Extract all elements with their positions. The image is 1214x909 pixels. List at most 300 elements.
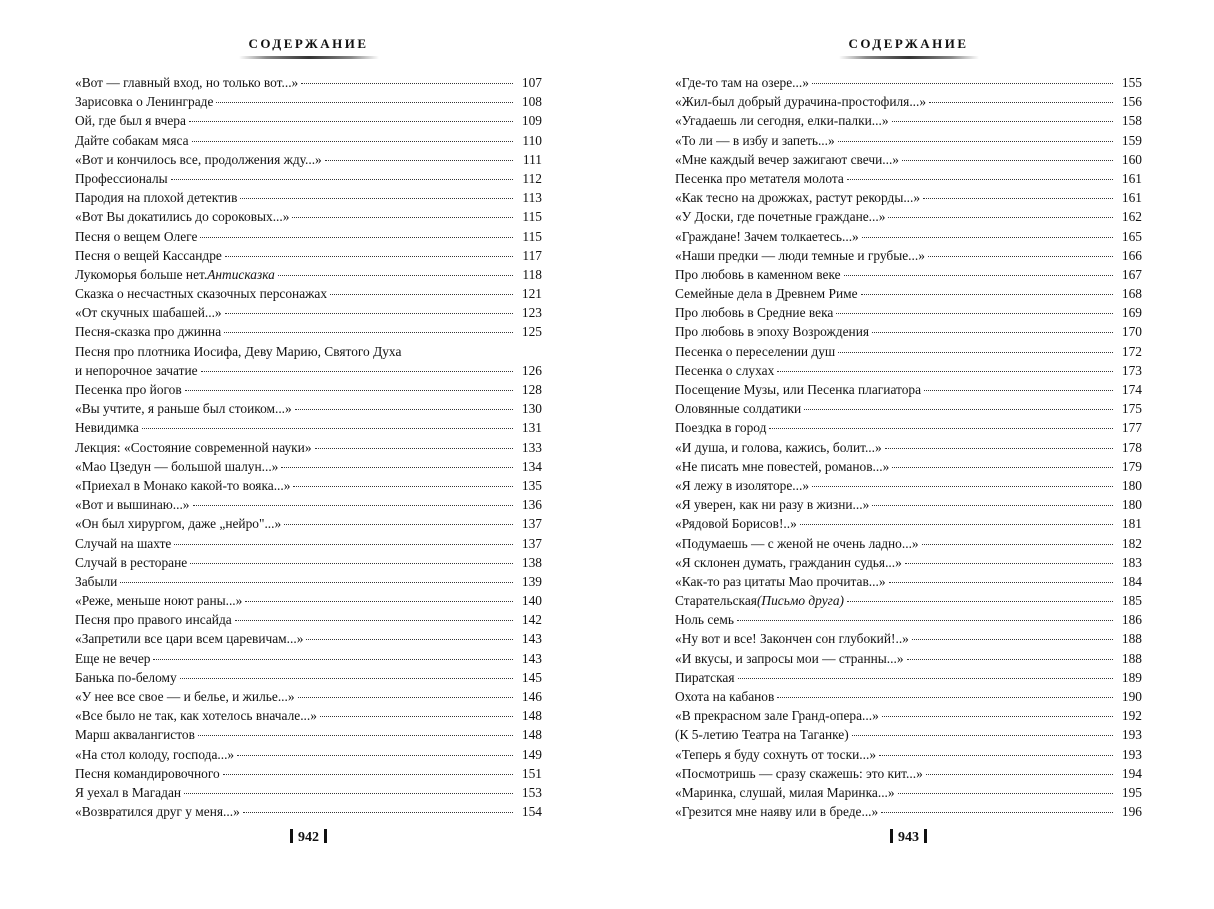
- toc-entry: [75, 783, 542, 802]
- toc-entry: [675, 131, 1142, 150]
- entry-page-number: 134: [521, 458, 542, 474]
- toc-entry: [675, 764, 1142, 783]
- entry-title: Песня про правого инсайда: [75, 612, 232, 628]
- dot-leader: [902, 150, 1113, 161]
- entry-page-number: 108: [521, 94, 542, 110]
- dot-leader: [315, 438, 513, 449]
- toc-entry: [675, 553, 1142, 572]
- dot-leader: [838, 342, 1113, 353]
- entry-title: «Маринка, слушай, милая Маринка...»: [675, 784, 895, 800]
- entry-page-number: 126: [521, 362, 542, 378]
- toc-entry: [75, 802, 542, 821]
- toc-entry: [75, 207, 542, 226]
- entry-page-number: 139: [521, 573, 542, 589]
- entry-page-number: 148: [521, 708, 542, 724]
- entry-title: «Теперь я буду сохнуть от тоски...»: [675, 746, 877, 762]
- entry-title: Оловянные солдатики: [675, 401, 802, 417]
- dot-leader: [847, 591, 1113, 602]
- dot-leader: [862, 227, 1113, 238]
- toc-entry: [75, 687, 542, 706]
- entry-title: «В прекрасном зале Гранд-опера...»: [675, 708, 879, 724]
- dot-leader: [847, 169, 1113, 180]
- entry-title: «Он был хирургом, даже „нейро"...»: [75, 516, 282, 532]
- dot-leader: [330, 284, 513, 295]
- entry-title: Песня про плотника Иосифа, Деву Марию, Святого Духа: [75, 343, 402, 359]
- entry-page-number: 189: [1121, 669, 1142, 685]
- dot-leader: [926, 764, 1113, 775]
- toc-entry: [75, 73, 542, 92]
- entry-title: Пародия на плохой детектив: [75, 190, 238, 206]
- dot-leader: [281, 457, 513, 468]
- page-footer: [675, 829, 1142, 846]
- entry-title: Еще не вечер: [75, 650, 151, 666]
- entry-page-number: 179: [1121, 458, 1142, 474]
- dot-leader: [881, 802, 1113, 813]
- dot-leader: [777, 687, 1113, 698]
- entry-title: Старательская: [675, 593, 757, 609]
- toc-entry: [675, 150, 1142, 169]
- entry-title: «Вот Вы докатились до сороковых...»: [75, 209, 290, 225]
- entry-title: «Граждане! Зачем толкаетесь...»: [675, 228, 859, 244]
- entry-page-number: 143: [521, 650, 542, 666]
- toc-entry: [675, 418, 1142, 437]
- entry-page-number: 110: [522, 132, 542, 148]
- entry-page-number: 137: [521, 516, 542, 532]
- toc-entry: [675, 303, 1142, 322]
- entry-page-number: 159: [1121, 132, 1142, 148]
- entry-page-number: 185: [1121, 593, 1142, 609]
- entry-page-number: 196: [1121, 804, 1142, 820]
- entry-page-number: 180: [1121, 497, 1142, 513]
- toc-entry: [675, 342, 1142, 361]
- toc-entry: [75, 629, 542, 648]
- dot-leader: [777, 361, 1113, 372]
- dot-leader: [235, 610, 513, 621]
- entry-page-number: 194: [1121, 765, 1142, 781]
- toc-entry: [75, 169, 542, 188]
- toc-entry: [675, 92, 1142, 111]
- entry-title: «На стол колоду, господа...»: [75, 746, 235, 762]
- dot-leader: [224, 322, 513, 333]
- dot-leader: [120, 572, 513, 583]
- toc-entry: [75, 380, 542, 399]
- entry-page-number: 180: [1121, 477, 1142, 493]
- entry-title: Невидимка: [75, 420, 139, 436]
- toc-entry: [75, 399, 542, 418]
- dot-leader: [838, 131, 1113, 142]
- toc-entry: [675, 188, 1142, 207]
- dot-leader: [737, 610, 1113, 621]
- dot-leader: [237, 745, 513, 756]
- dot-leader: [201, 361, 513, 372]
- dot-leader: [171, 169, 513, 180]
- left-page: [75, 0, 542, 909]
- page-header: [75, 36, 542, 59]
- dot-leader: [912, 629, 1113, 640]
- entry-page-number: 131: [521, 420, 542, 436]
- entry-page-number: 138: [521, 554, 542, 570]
- entry-page-number: 149: [521, 746, 542, 762]
- entry-title: «Как тесно на дрожжах, растут рекорды...»: [675, 190, 921, 206]
- entry-page-number: 193: [1121, 727, 1142, 743]
- entry-title: Лукоморья больше нет.: [75, 266, 208, 282]
- toc-entry: [675, 399, 1142, 418]
- dot-leader: [245, 591, 513, 602]
- entry-title: «Подумаешь — с женой не очень ладно...»: [675, 535, 919, 551]
- right-page: [675, 0, 1142, 909]
- entry-title: «Все было не так, как хотелось вначале...»: [75, 708, 317, 724]
- footer-bar-right: [924, 829, 927, 843]
- toc-entry: [675, 725, 1142, 744]
- dot-leader: [320, 706, 513, 717]
- dot-leader: [889, 572, 1113, 583]
- entry-page-number: 115: [522, 228, 542, 244]
- toc-entry: [675, 438, 1142, 457]
- toc-entry: [75, 457, 542, 476]
- entry-page-number: 165: [1121, 228, 1142, 244]
- dot-leader: [198, 725, 513, 736]
- entry-title: Зарисовка о Ленинграде: [75, 94, 214, 110]
- entry-page-number: 173: [1121, 362, 1142, 378]
- toc-entry: [75, 92, 542, 111]
- entry-title: Посещение Музы, или Песенка плагиатора: [675, 382, 922, 397]
- dot-leader: [905, 553, 1113, 564]
- entry-page-number: 195: [1121, 784, 1142, 800]
- dot-leader: [872, 495, 1113, 506]
- entry-page-number: 161: [1121, 190, 1142, 206]
- dot-leader: [225, 246, 513, 257]
- dot-leader: [928, 246, 1113, 257]
- dot-leader: [293, 476, 513, 487]
- toc-entry: [75, 495, 542, 514]
- entry-title: «Запретили все цари всем царевичам...»: [75, 631, 304, 647]
- header-rule: [839, 56, 979, 59]
- toc-entry: [675, 610, 1142, 629]
- entry-page-number: 162: [1121, 209, 1142, 225]
- toc-entry: [675, 169, 1142, 188]
- entry-page-number: 178: [1121, 439, 1142, 455]
- entry-page-number: 133: [521, 439, 542, 455]
- entry-page-number: 183: [1121, 554, 1142, 570]
- toc-entry: [675, 457, 1142, 476]
- entry-page-number: 148: [521, 727, 542, 743]
- entry-title: «Не писать мне повестей, романов...»: [675, 458, 890, 474]
- entry-page-number: 167: [1121, 266, 1142, 282]
- dot-leader: [800, 514, 1113, 525]
- entry-page-number: 115: [522, 209, 542, 225]
- page-number: 942: [298, 830, 319, 845]
- entry-page-number: 128: [521, 382, 542, 397]
- toc-entry: [675, 265, 1142, 284]
- dot-leader: [184, 783, 513, 794]
- dot-leader: [225, 303, 513, 314]
- entry-page-number: 177: [1121, 420, 1142, 436]
- toc-entry: [75, 131, 542, 150]
- toc-entry: [75, 322, 542, 341]
- entry-page-number: 168: [1121, 286, 1142, 302]
- table-of-contents: [75, 73, 542, 821]
- entry-title: Про любовь в Средние века: [675, 305, 834, 321]
- entry-page-number: 154: [521, 804, 542, 820]
- toc-entry: [75, 418, 542, 437]
- dot-leader: [278, 265, 513, 276]
- toc-entry: [75, 342, 542, 361]
- entry-title: «И душа, и голова, кажись, болит...»: [675, 439, 882, 455]
- entry-page-number: 172: [1121, 343, 1142, 359]
- dot-leader: [836, 303, 1113, 314]
- entry-title: «Рядовой Борисов!..»: [675, 516, 797, 532]
- entry-title: Про любовь в эпоху Возрождения: [675, 324, 870, 340]
- dot-leader: [190, 553, 513, 564]
- dot-leader: [738, 668, 1114, 679]
- entry-page-number: 146: [521, 689, 542, 704]
- entry-page-number: 109: [521, 113, 542, 129]
- dot-leader: [200, 227, 513, 238]
- toc-entry: [75, 111, 542, 130]
- toc-entry: [75, 764, 542, 783]
- dot-leader: [142, 418, 513, 429]
- toc-entry: [675, 687, 1142, 706]
- entry-title: «И вкусы, и запросы мои — странны...»: [675, 650, 904, 666]
- entry-page-number: 186: [1121, 612, 1142, 628]
- dot-leader: [844, 265, 1113, 276]
- dot-leader: [189, 111, 513, 122]
- entry-page-number: 182: [1121, 535, 1142, 551]
- toc-entry: [75, 572, 542, 591]
- entry-page-number: 142: [521, 612, 542, 628]
- entry-title: «Я склонен думать, гражданин судья...»: [675, 554, 902, 570]
- entry-title: «Приехал в Монако какой-то вояка...»: [75, 477, 291, 493]
- entry-title: Ой, где был я вчера: [75, 113, 186, 129]
- toc-entry: [675, 802, 1142, 821]
- entry-title: Дайте собакам мяса: [75, 132, 189, 148]
- entry-page-number: 130: [521, 401, 542, 417]
- entry-title: Случай в ресторане: [75, 554, 188, 570]
- entry-title: «Вы учтите, я раньше был стоиком...»: [75, 401, 292, 417]
- entry-title: «Мао Цзедун — большой шалун...»: [75, 458, 279, 474]
- entry-title: «Угадаешь ли сегодня, елки-палки...»: [675, 113, 889, 129]
- entry-page-number: 170: [1121, 324, 1142, 340]
- entry-page-number: 107: [521, 75, 542, 90]
- entry-page-number: 113: [522, 190, 542, 206]
- entry-title: Банька по-белому: [75, 669, 177, 685]
- entry-page-number: 181: [1121, 516, 1142, 532]
- entry-title: «Вот и вышинаю...»: [75, 497, 190, 513]
- entry-page-number: 137: [521, 535, 542, 551]
- dot-leader: [153, 649, 513, 660]
- entry-title: Пиратская: [675, 669, 735, 685]
- header-title: СОДЕРЖАНИЕ: [848, 36, 969, 51]
- toc-entry: [75, 725, 542, 744]
- entry-title-italic: Антисказка: [207, 266, 275, 282]
- page-number: 943: [898, 830, 919, 845]
- entry-title: Песенка про метателя молота: [675, 170, 844, 186]
- entry-title: (К 5-летию Театра на Таганке): [675, 727, 849, 743]
- page-footer: [75, 829, 542, 846]
- toc-entry: [75, 303, 542, 322]
- header-title: СОДЕРЖАНИЕ: [248, 36, 369, 51]
- toc-entry: [675, 111, 1142, 130]
- entry-title: «Наши предки — люди темные и грубые...»: [675, 247, 925, 263]
- entry-title: Про любовь в каменном веке: [675, 266, 841, 282]
- entry-page-number: 156: [1121, 94, 1142, 110]
- toc-entry: [675, 246, 1142, 265]
- entry-page-number: 121: [521, 286, 542, 302]
- dot-leader: [301, 73, 513, 84]
- toc-entry: [675, 361, 1142, 380]
- entry-page-number: 175: [1121, 401, 1142, 417]
- entry-page-number: 151: [521, 765, 542, 781]
- toc-entry: [675, 380, 1142, 399]
- toc-entry: [75, 610, 542, 629]
- entry-page-number: 125: [521, 324, 542, 340]
- entry-page-number: 145: [521, 669, 542, 685]
- entry-title: «Возвратился друг у меня...»: [75, 804, 240, 820]
- footer-bar-left: [890, 829, 893, 843]
- toc-entry: [675, 668, 1142, 687]
- entry-title: Песня командировочного: [75, 765, 220, 781]
- entry-title: Песенка о слухах: [675, 362, 775, 378]
- entry-page-number: 193: [1121, 746, 1142, 762]
- toc-entry: [75, 476, 542, 495]
- toc-entry: [75, 591, 542, 610]
- entry-title: Песенка про йогов: [75, 382, 182, 397]
- dot-leader: [812, 73, 1113, 84]
- dot-leader: [892, 111, 1113, 122]
- table-of-contents: [675, 73, 1142, 821]
- entry-page-number: 161: [1121, 170, 1142, 186]
- entry-page-number: 140: [521, 593, 542, 609]
- entry-title: Забыли: [75, 573, 118, 589]
- entry-page-number: 188: [1121, 631, 1142, 647]
- header-rule: [239, 56, 379, 59]
- toc-entry: [675, 706, 1142, 725]
- entry-title: «Реже, меньше ноют раны...»: [75, 593, 243, 609]
- toc-entry: [675, 476, 1142, 495]
- dot-leader: [885, 438, 1113, 449]
- entry-page-number: 112: [522, 170, 542, 186]
- entry-title: «Вот и кончилось все, продолжения жду...»: [75, 151, 322, 167]
- toc-entry: [675, 227, 1142, 246]
- entry-page-number: 117: [522, 247, 542, 263]
- entry-title: Поездка в город: [675, 420, 767, 436]
- dot-leader: [898, 783, 1113, 794]
- entry-title: «У Доски, где почетные граждане...»: [675, 209, 886, 225]
- toc-entry: [675, 207, 1142, 226]
- toc-entry: [675, 649, 1142, 668]
- dot-leader: [174, 534, 513, 545]
- dot-leader: [292, 207, 513, 218]
- entry-page-number: 160: [1121, 151, 1142, 167]
- entry-title: Случай на шахте: [75, 535, 172, 551]
- dot-leader: [216, 92, 513, 103]
- dot-leader: [193, 495, 513, 506]
- entry-title: «Я уверен, как ни разу в жизни...»: [675, 497, 870, 513]
- dot-leader: [879, 745, 1113, 756]
- entry-title: Марш аквалангистов: [75, 727, 195, 743]
- entry-page-number: 190: [1121, 689, 1142, 704]
- dot-leader: [907, 649, 1113, 660]
- page-header: [675, 36, 1142, 59]
- dot-leader: [882, 706, 1113, 717]
- entry-title-italic: (Письмо друга): [756, 593, 845, 609]
- entry-page-number: 158: [1121, 113, 1142, 129]
- entry-title: Песня-сказка про джинна: [75, 324, 222, 340]
- dot-leader: [223, 764, 513, 775]
- dot-leader: [872, 322, 1113, 333]
- entry-title: «Как-то раз цитаты Мао прочитав...»: [675, 573, 886, 589]
- entry-title: «Где-то там на озере...»: [675, 75, 809, 90]
- entry-page-number: 169: [1121, 305, 1142, 321]
- entry-title: Профессионалы: [75, 170, 168, 186]
- entry-page-number: 184: [1121, 573, 1142, 589]
- entry-title: «Я лежу в изоляторе...»: [675, 477, 810, 493]
- dot-leader: [769, 418, 1113, 429]
- toc-entry: [675, 73, 1142, 92]
- dot-leader: [243, 802, 513, 813]
- dot-leader: [295, 399, 513, 410]
- toc-entry: [675, 745, 1142, 764]
- dot-leader: [240, 188, 513, 199]
- entry-page-number: 188: [1121, 650, 1142, 666]
- dot-leader: [185, 380, 513, 391]
- toc-entry: [75, 534, 542, 553]
- entry-page-number: 192: [1121, 708, 1142, 724]
- entry-page-number: 143: [521, 631, 542, 647]
- dot-leader: [892, 457, 1113, 468]
- entry-page-number: 174: [1121, 382, 1142, 397]
- toc-entry: [75, 361, 542, 380]
- entry-page-number: 123: [521, 305, 542, 321]
- dot-leader: [284, 514, 513, 525]
- toc-entry: [75, 438, 542, 457]
- toc-entry: [75, 150, 542, 169]
- toc-entry: [75, 284, 542, 303]
- entry-page-number: 153: [521, 784, 542, 800]
- entry-title: Песня о вещем Олеге: [75, 228, 198, 244]
- entry-title: «У нее все свое — и белье, и жилье...»: [75, 689, 295, 704]
- dot-leader: [924, 380, 1113, 391]
- entry-title: «Вот — главный вход, но только вот...»: [75, 75, 299, 90]
- entry-title: Охота на кабанов: [675, 689, 775, 704]
- footer-bar-left: [290, 829, 293, 843]
- entry-page-number: 136: [521, 497, 542, 513]
- entry-page-number: 118: [522, 266, 542, 282]
- toc-entry: [75, 745, 542, 764]
- entry-title: Сказка о несчастных сказочных персонажах: [75, 286, 328, 302]
- dot-leader: [298, 687, 513, 698]
- dot-leader: [929, 92, 1113, 103]
- toc-entry: [675, 572, 1142, 591]
- toc-entry: [75, 514, 542, 533]
- dot-leader: [804, 399, 1113, 410]
- toc-entry: [675, 591, 1142, 610]
- toc-entry: [675, 284, 1142, 303]
- toc-entry: [75, 227, 542, 246]
- entry-title: Семейные дела в Древнем Риме: [675, 286, 858, 302]
- entry-title: Ноль семь: [675, 612, 734, 628]
- dot-leader: [922, 534, 1113, 545]
- entry-page-number: 155: [1121, 75, 1142, 90]
- toc-entry: [75, 265, 542, 284]
- toc-entry: [75, 649, 542, 668]
- toc-entry: [675, 534, 1142, 553]
- toc-entry: [75, 188, 542, 207]
- entry-title: и непорочное зачатие: [75, 362, 198, 378]
- dot-leader: [192, 131, 513, 142]
- entry-title: «Мне каждый вечер зажигают свечи...»: [675, 151, 900, 167]
- toc-entry: [675, 783, 1142, 802]
